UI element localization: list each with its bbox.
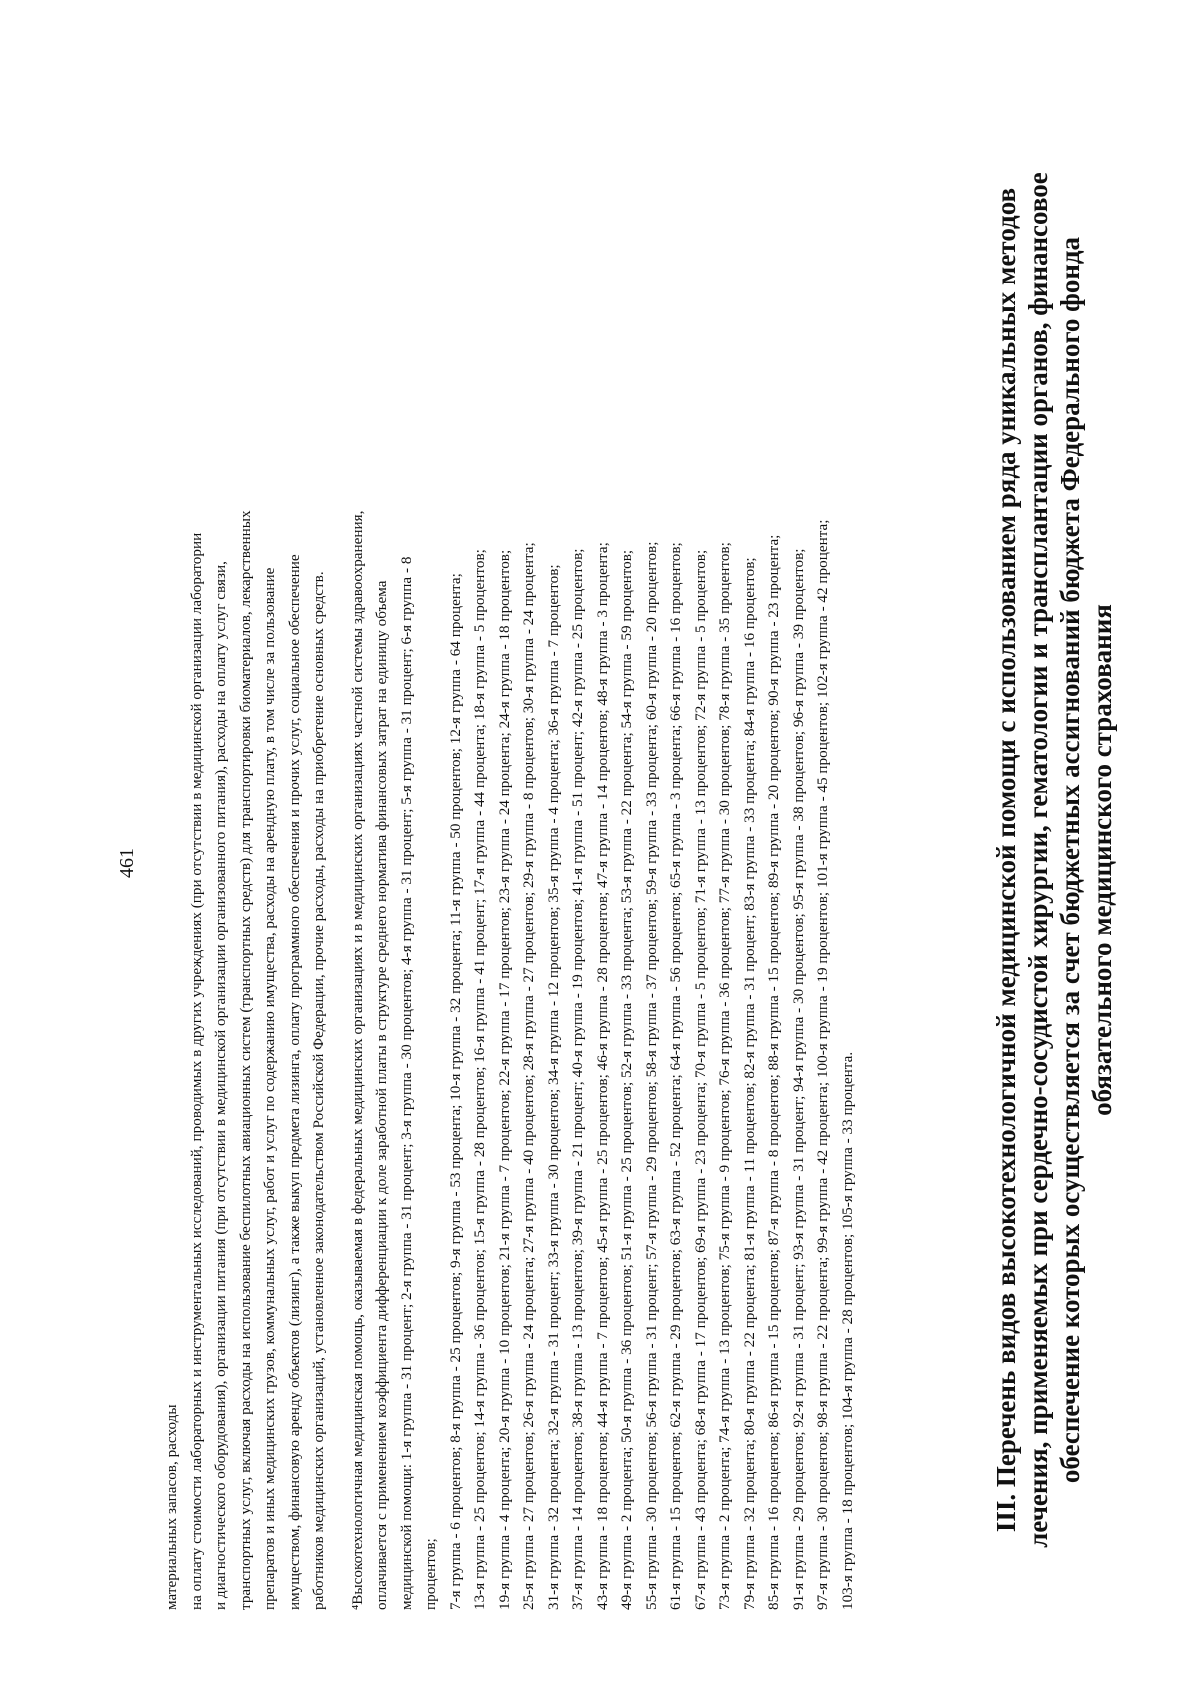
text-line: 43-я группа - 18 процентов; 44-я группа - 7 процентов; 45-я группа - 25 процентов; 46-я группа - 28 процентов; 47-я группа - 14 процентов; 48-я группа - 3 процента; [593, 542, 611, 1610]
text-line: медицинской помощи: 1-я группа - 31 процент; 2-я группа - 31 процент; 3-я группа - 30 процентов; 4-я группа - 31 процент; 5-я группа - 31 процент; 6-я группа - 8 [397, 556, 415, 1610]
text-line: работников медицинских организаций, установленное законодательством Российской Федерации, прочие расходы, расходы на приобретение основных средств. [310, 571, 327, 1610]
intro-paragraph [160, 110, 332, 1610]
text-line: 67-я группа - 43 процента; 68-я группа - 17 процентов; 69-я группа - 23 процента; 70-я группа - 5 процентов; 71-я группа - 13 процентов; 72-я группа - 5 процентов; [691, 549, 709, 1610]
text-line: на оплату стоимости лабораторных и инструментальных исследований, проводимых в других учреждениях (при отсутствии в медицинской организации лаборатории [187, 532, 205, 1610]
text-line: материальных запасов, расходы [163, 1404, 180, 1610]
text-line: ⁴Высокотехнологичная медицинская помощь, оказываемая в федеральных медицинских организациях и в медицинских организациях частной системы здравоохранения, [348, 510, 366, 1610]
text-line: 25-я группа - 27 процентов; 26-я группа - 24 процента; 27-я группа - 40 процентов; 28-я группа - 27 процентов; 29-я группа - 8 процентов; 30-я группа - 24 процента; [520, 542, 537, 1610]
section-heading [990, 110, 1118, 1610]
footnote-paragraph [346, 110, 861, 1610]
text-line: 37-я группа - 14 процентов; 38-я группа - 13 процентов; 39-я группа - 21 процент; 40-я группа - 19 процентов; 41-я группа - 51 процент; 42-я группа - 25 процентов; [569, 548, 586, 1610]
text-line: процентов; [422, 1538, 439, 1610]
page-number: 461 [116, 848, 138, 878]
heading-line: обязательного медицинского страхования [1087, 604, 1117, 1116]
text-line: 31-я группа - 32 процента; 32-я группа - 31 процент; 33-я группа - 30 процентов; 34-я группа - 12 процентов; 35-я группа - 4 процента; 36-я группа - 7 процентов; [544, 564, 562, 1610]
text-line: 79-я группа - 32 процента; 80-я группа - 22 процента; 81-я группа - 11 процентов; 82-я группа - 31 процент; 83-я группа - 33 процента; 84-я группа - 16 процентов; [740, 557, 758, 1610]
rotated-page-content [160, 110, 1118, 1610]
text-line: имуществом, финансовую аренду объектов (лизинг), а также выкуп предмета лизинга, оплату программного обеспечения и прочих услуг, социальное обеспечение [285, 554, 303, 1610]
heading-line: обеспечение которых осуществляется за счет бюджетных ассигнований бюджета Федерального фонда [1055, 236, 1085, 1484]
text-line: транспортных услуг, включая расходы на использование беспилотных авиационных систем (транспортных средств) для транспортировки биоматериалов, лекарственных [236, 510, 254, 1610]
text-line: 61-я группа - 15 процентов; 62-я группа - 29 процентов; 63-я группа - 52 процента; 64-я группа - 56 процентов; 65-я группа - 3 процента; 66-я группа - 16 процентов; [667, 542, 684, 1610]
text-line: 97-я группа - 30 процентов; 98-я группа - 22 процента; 99-я группа - 42 процента; 100-я группа - 19 процентов; 101-я группа - 45 процентов; 102-я группа - 42 процента; [814, 519, 831, 1610]
text-line: 73-я группа - 2 процента; 74-я группа - 13 процентов; 75-я группа - 9 процентов; 76-я группа - 36 процентов; 77-я группа - 30 процентов; 78-я группа - 35 процентов; [716, 542, 733, 1610]
text-line: 85-я группа - 16 процентов; 86-я группа - 15 процентов; 87-я группа - 8 процентов; 88-я группа - 15 процентов; 89-я группа - 20 процентов; 90-я группа - 23 процента; [765, 534, 782, 1610]
text-line: 55-я группа - 30 процентов; 56-я группа - 31 процент; 57-я группа - 29 процентов; 58-я группа - 37 процентов; 59-я группа - 33 процента; 60-я группа - 20 процентов; [642, 541, 660, 1610]
text-line: оплачивается с применением коэффициента дифференциации к доле заработной платы в структуре среднего норматива финансовых затрат на единицу объема [373, 580, 390, 1610]
text-line: 7-я группа - 6 процентов; 8-я группа - 25 процентов; 9-я группа - 53 процента; 10-я группа - 32 процента; 11-я группа - 50 процентов; 12-я группа - 64 процента; [446, 573, 464, 1610]
text-line: препаратов и иных медицинских грузов, коммунальных услуг, работ и услуг по содержанию имущества, расходы на арендную плату, в том числе за пользование [261, 567, 278, 1610]
text-line: и диагностического оборудования), организации питания (при отсутствии в медицинской организации организованного питания), расходы на оплату услуг связи, [212, 561, 229, 1610]
heading-line: III. Перечень видов высокотехнологичной медицинской помощи с использованием ряда уникальных методов [991, 187, 1021, 1533]
text-line: 49-я группа - 2 процента; 50-я группа - 36 процентов; 51-я группа - 25 процентов; 52-я группа - 33 процента; 53-я группа - 22 процента; 54-я группа - 59 процентов; [618, 549, 635, 1610]
text-line: 91-я группа - 29 процентов; 92-я группа - 31 процент; 93-я группа - 31 процент; 94-я группа - 30 процентов; 95-я группа - 38 процентов; 96-я группа - 39 процентов; [789, 548, 807, 1610]
text-line: 13-я группа - 25 процентов; 14-я группа - 36 процентов; 15-я группа - 28 процентов; 16-я группа - 41 процент; 17-я группа - 44 процента; 18-я группа - 5 процентов; [471, 549, 488, 1610]
text-line: 19-я группа - 4 процента; 20-я группа - 10 процентов; 21-я группа - 7 процентов; 22-я группа - 17 процентов; 23-я группа - 24 процента; 24-я группа - 18 процентов; [495, 549, 513, 1610]
heading-line: лечения, применяемых при сердечно-сосудистой хирургии, гематологии и трансплантации органов, финансовое [1023, 172, 1053, 1548]
text-line: 103-я группа - 18 процентов; 104-я группа - 28 процентов; 105-я группа - 33 процента. [838, 1051, 856, 1610]
